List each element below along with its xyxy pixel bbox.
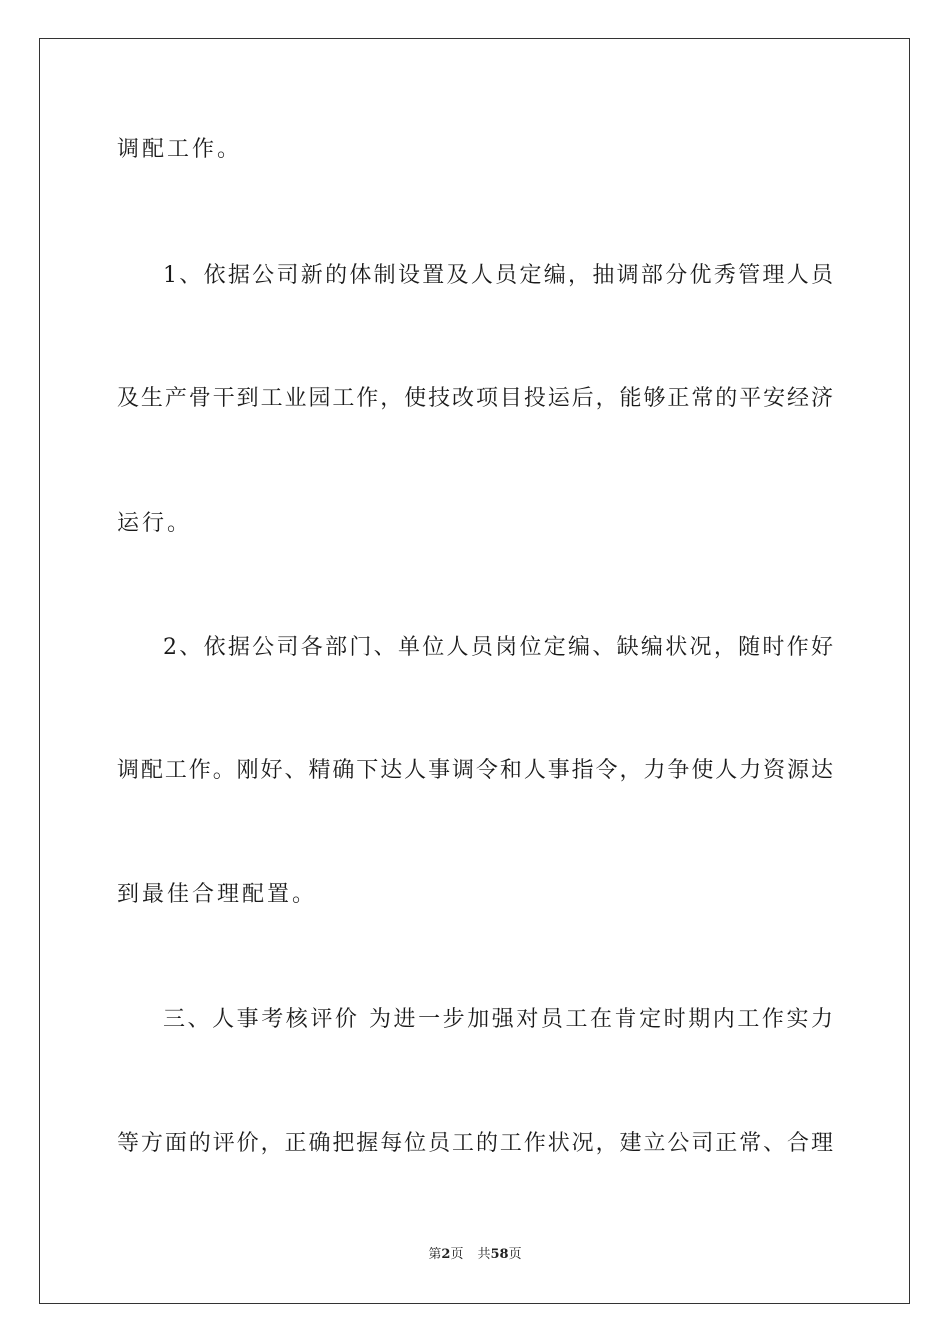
body-text-line: 调配工作。: [117, 137, 243, 162]
body-text-line: 1、依据公司新的体制设置及人员定编，抽调部分优秀管理人员: [163, 263, 833, 288]
total-suffix: 页: [508, 1247, 522, 1262]
body-text-line: 及生产骨干到工业园工作，使技改项目投运后，能够正常的平安经济: [117, 386, 833, 411]
total-prefix: 共: [477, 1247, 491, 1262]
total-pages: 58: [490, 1247, 509, 1262]
page-prefix: 第: [428, 1247, 442, 1262]
body-text-line: 等方面的评价，正确把握每位员工的工作状况，建立公司正常、合理: [117, 1131, 833, 1156]
page-border: [39, 38, 910, 1304]
body-text-line: 2、依据公司各部门、单位人员岗位定编、缺编状况，随时作好: [163, 635, 833, 660]
body-text-line: 到最佳合理配置。: [117, 882, 318, 907]
page-suffix: 页: [450, 1247, 464, 1262]
page-number: 2: [441, 1247, 451, 1262]
body-text-line: 运行。: [117, 511, 193, 536]
body-text-line: 三、人事考核评价 为进一步加强对员工在肯定时期内工作实力: [163, 1007, 833, 1032]
page-footer: [0, 1246, 950, 1264]
body-text-line: 调配工作。刚好、精确下达人事调令和人事指令，力争使人力资源达: [117, 758, 833, 783]
